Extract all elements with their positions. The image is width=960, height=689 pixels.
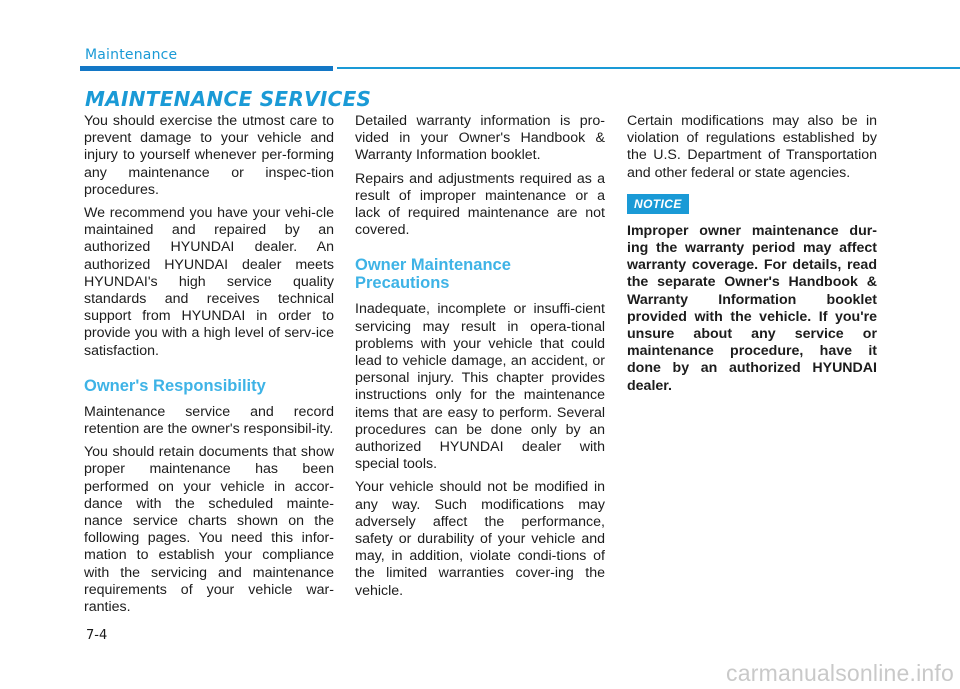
paragraph: Detailed warranty information is pro-vided in your Owner's Handbook & Warranty Information booklet. [355,113,605,164]
paragraph: Inadequate, incomplete or insuffi-cient servicing may result in opera-tional problems with your vehicle that could lead to vehicle damage, an accident, or personal injury. This chapter provides instructions only for the maintenance items that are easy to perform. Several procedures can be done only by an authorized HYUNDAI dealer with special tools. [355,301,605,473]
section-header: Maintenance [85,47,178,63]
notice-text: Improper owner maintenance dur-ing the warranty period may affect warranty coverage. For details, read the separate Owner's Handbook & Warranty Information booklet provided with the vehicle. If you're unsure about any service or maintenance procedure, have it done by an authorized HYUNDAI dealer. [627,222,877,394]
subheading-owners-responsibility: Owner's Responsibility [84,376,266,395]
header-divider-light [337,67,960,69]
column-right [627,113,877,401]
paragraph: Repairs and adjustments required as a result of improper maintenance or a lack of required maintenance are not covered. [355,170,605,239]
header-divider-dark [80,66,333,71]
notice-badge-wrap [627,194,877,214]
notice-badge: NOTICE [627,194,689,214]
paragraph: You should exercise the utmost care to prevent damage to your vehicle and injury to yourself whenever per-forming any maintenance or inspec-tion procedures. [84,113,334,198]
subheading-maintenance-precautions: Owner Maintenance Precautions [355,256,511,293]
paragraph: Maintenance service and record retention are the owner's responsibil-ity. [84,403,334,438]
page-title: MAINTENANCE SERVICES [85,87,372,111]
paragraph: Certain modifications may also be in violation of regulations established by the U.S. Department of Transportation and other federal or state agencies. [627,113,877,181]
paragraph: We recommend you have your vehi-cle maintained and repaired by an authorized HYUNDAI dealer. An authorized HYUNDAI dealer meets HYUNDAI's high service quality standards and receives technical support from HYUNDAI in order to provide you with a high level of serv-ice satisfaction. [84,205,334,359]
column-middle [355,113,605,606]
column-left [84,113,334,622]
paragraph: You should retain documents that show proper maintenance has been performed on your vehicle in accor-dance with the scheduled mainte-nance service charts shown on the following pages. You need this infor-mation to establish your compliance with the servicing and maintenance requirements of your vehicle war-ranties. [84,444,334,616]
page-number: 7-4 [86,628,108,643]
watermark: carmanualsonline.info [726,660,954,686]
paragraph: Your vehicle should not be modified in any way. Such modifications may adversely affect the performance, safety or durability of your vehicle and may, in addition, violate condi-tions of the limited warranties cover-ing the vehicle. [355,479,605,599]
